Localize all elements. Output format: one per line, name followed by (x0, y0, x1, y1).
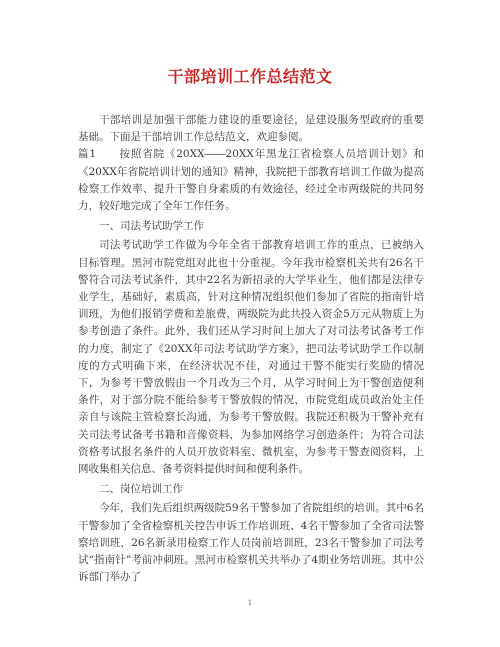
heading-post-training: 二、岗位培训工作 (99, 483, 183, 496)
judicial-exam-paragraph: 司法考试助学工作做为今年全省干部教育培训工作的重点，已被纳入目标管理。黑河市院党组对此也十分重视。今年我市检察机关共有26名干警符合司法考试条件，其中22名为新招录的大学毕业生，他们都是法律专业学生，基础好，素质高，针对这种情况组织他们参加了省院的指南针培训班，为他们报销学费和差旅费，两级院为此共投入资金5万元从物质上为参考创造了条件。此外，我们还从学习时间上加大了对司法考试备考工作的力度，制定了《20XX年司法考试助学方案》，把司法考试助学工作以制度的方式明确下来，在经济状况不佳，对通过干警不能实行奖励的情况下，为参考干警放假由一个月改为三个月，从学习时间上为干警创造便利条件，对于部分院不能给参考干警放假的情况，市院党组成员政治处主任亲自与该院主管检察长沟通，为参考干警放假。我院还积极为干警补充有关司法考试备考书籍和音像资料，为参加网络学习创造条件；为符合司法资格考试报名条件的人员开放资料室、微机室，为参考干警查阅资料，上网收集相关信息、备考资料提供时间和便利条件。 (78, 239, 424, 476)
page-number: 1 (247, 599, 253, 607)
section-1-paragraph: 篇1 按照省院《20XX――20XX年黑龙江省检察人员培训计划》和《20XX年省院培训计划的通知》精神，我院把干部教育培训工作做为提高检察工作效率、提升干警自身素质的有效途径，经过全市两级院的共同努力，较好地完成了全年工作任务。 (78, 148, 424, 213)
document-body (78, 112, 424, 586)
document-title: 干部培训工作总结范文 (167, 67, 333, 86)
post-training-paragraph: 今年，我们先后组织两级院59名干警参加了省院组织的培训。其中6名干警参加了全省检察机关控告申诉工作培训班、4名干警参加了全省司法警察培训班，26名新录用检察工作人员岗前培训班，23名干警参加了司法考试“指南针”考前冲刺班。黑河市检察机关共举办了4期业务培训班。其中公诉部门举办了 (78, 502, 424, 584)
heading-judicial-exam: 一、司法考试助学工作 (99, 220, 204, 233)
intro-paragraph: 干部培训是加强干部能力建设的重要途径，是建设服务型政府的重要基础。下面是干部培训工作总结范文，欢迎参阅。 (78, 114, 424, 144)
